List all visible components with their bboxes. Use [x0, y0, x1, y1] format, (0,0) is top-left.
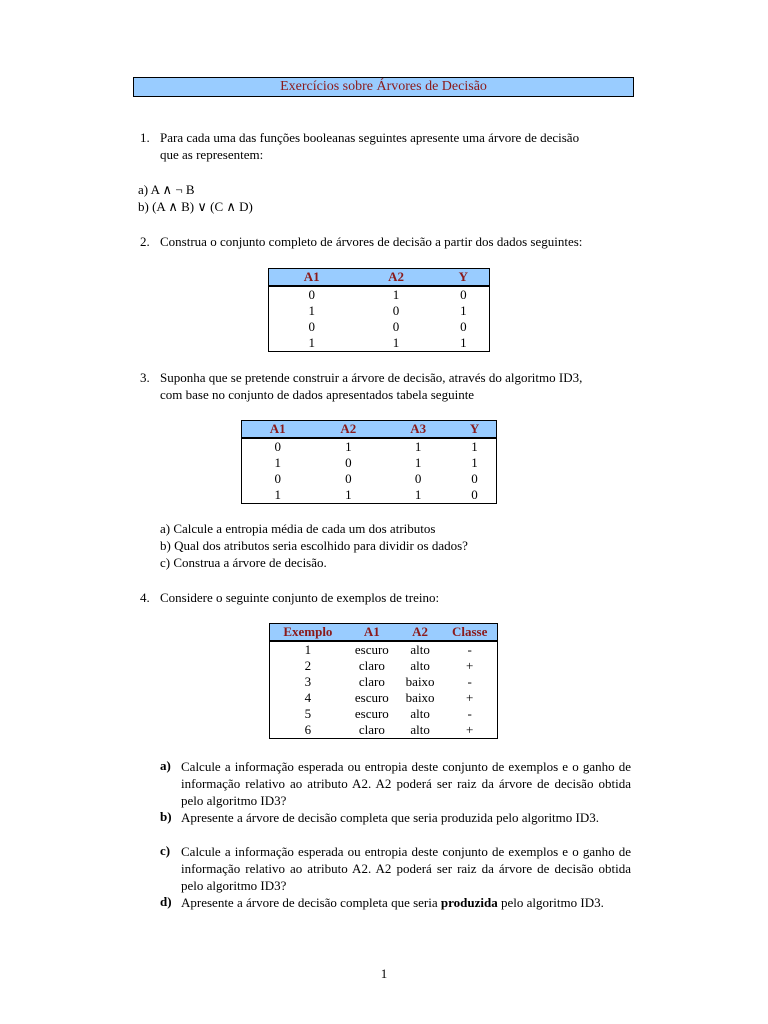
table-row: [242, 487, 497, 504]
table-header-cell: Classe: [442, 624, 497, 642]
table-cell: -: [467, 674, 472, 689]
table-cell: 1: [414, 439, 422, 454]
table-cell: 1: [392, 287, 400, 302]
table-cell: 0: [414, 471, 422, 486]
q3-item-b: b) Qual dos atributos seria escolhido para dividir os dados?: [160, 538, 468, 553]
q4-item-d-text-after: pelo algoritmo ID3.: [497, 895, 604, 910]
q4-item-d-label: d): [160, 894, 172, 909]
table-header-row: [269, 269, 490, 287]
q4-table: [269, 623, 498, 739]
table-header-cell: Exemplo: [270, 624, 346, 642]
table-cell: 1: [460, 303, 467, 318]
table-header-cell: A2: [354, 269, 437, 287]
table-cell: escuro: [354, 642, 389, 657]
table-cell: 1: [345, 439, 352, 454]
table-cell: 0: [345, 455, 352, 470]
table-cell: -: [467, 642, 472, 657]
table-cell: 1: [308, 335, 315, 350]
q1-text-line2: que as representem:: [160, 147, 264, 162]
table-cell: 1: [414, 455, 422, 470]
table-cell: 0: [308, 319, 315, 334]
q4-item-a-text: Calcule a informação esperada ou entropia deste conjunto de exemplos e o ganho de informação relativo ao atributo A2. A2 poderá ser raiz da árvore de decisão obtida pelo algoritmo ID3?: [181, 759, 631, 808]
table-header-row: [270, 624, 498, 642]
table-cell: 1: [304, 642, 312, 657]
table-row: [242, 471, 497, 487]
table-row: [270, 722, 498, 739]
table-cell: 0: [274, 439, 281, 454]
q3-number: 3.: [140, 370, 150, 385]
table-cell: alto: [410, 722, 430, 737]
table-row: [269, 303, 490, 319]
table-cell: escuro: [354, 706, 389, 721]
q3-item-a: a) Calcule a entropia média de cada um dos atributos: [160, 521, 436, 536]
table-row: [242, 438, 497, 455]
table-cell: 0: [392, 319, 400, 334]
table-row: [270, 658, 498, 674]
table-cell: 0: [308, 287, 315, 302]
table-header-cell: Y: [453, 421, 496, 439]
table-row: [269, 286, 490, 303]
table-row: [270, 641, 498, 658]
table-row: [270, 706, 498, 722]
q3-text-line1: Suponha que se pretende construir a árvore de decisão, através do algoritmo ID3,: [160, 370, 583, 385]
q1-item-b: b) (A ∧ B) ∨ (C ∧ D): [138, 199, 253, 214]
table-header-cell: A1: [242, 421, 314, 439]
table-cell: 1: [274, 455, 281, 470]
table-header-cell: A3: [383, 421, 453, 439]
table-row: [270, 690, 498, 706]
q1-item-a: a) A ∧ ¬ B: [138, 182, 195, 197]
table-cell: 1: [460, 335, 467, 350]
table-cell: +: [465, 658, 474, 673]
table-cell: 1: [392, 335, 400, 350]
table-cell: 0: [345, 471, 352, 486]
table-row: [242, 455, 497, 471]
table-cell: +: [465, 722, 474, 737]
table-cell: 0: [471, 487, 478, 502]
table-cell: 0: [471, 471, 478, 486]
table-cell: +: [465, 690, 474, 705]
q4-item-d-text-before: Apresente a árvore de decisão completa que seria: [181, 895, 441, 910]
q4-item-b-label: b): [160, 809, 172, 824]
q4-item-b-text: Apresente a árvore de decisão completa que seria produzida pelo algoritmo ID3.: [181, 810, 599, 825]
q2-number: 2.: [140, 234, 150, 249]
table-header-row: [242, 421, 497, 439]
table-cell: claro: [358, 674, 385, 689]
page-title: Exercícios sobre Árvores de Decisão: [133, 77, 634, 97]
table-cell: 0: [460, 287, 467, 302]
table-cell: escuro: [354, 690, 389, 705]
q4-item-d-text-bold: produzida: [440, 895, 498, 910]
table-cell: 5: [304, 706, 312, 721]
q4-item-d-text: [181, 894, 631, 911]
q4-item-c-label: c): [160, 843, 171, 858]
table-cell: 2: [304, 658, 312, 673]
table-row: [270, 674, 498, 690]
table-cell: 0: [460, 319, 467, 334]
table-cell: alto: [410, 706, 430, 721]
table-cell: 0: [274, 471, 281, 486]
table-header-cell: A1: [346, 624, 398, 642]
table-cell: 0: [392, 303, 400, 318]
q3-table: [241, 420, 497, 504]
q4-text: Considere o seguinte conjunto de exemplos de treino:: [160, 590, 440, 605]
q4-number: 4.: [140, 590, 150, 605]
table-cell: 1: [471, 455, 478, 470]
table-header-cell: A2: [398, 624, 442, 642]
q2-text: Construa o conjunto completo de árvores de decisão a partir dos dados seguintes:: [160, 234, 583, 249]
q3-text-line2: com base no conjunto de dados apresentados tabela seguinte: [160, 387, 475, 402]
q3-item-c: c) Construa a árvore de decisão.: [160, 555, 327, 570]
table-header-cell: A2: [313, 421, 383, 439]
table-cell: baixo: [405, 690, 435, 705]
table-cell: 1: [308, 303, 315, 318]
q1-number: 1.: [140, 130, 150, 145]
table-cell: alto: [410, 642, 430, 657]
table-cell: baixo: [405, 674, 435, 689]
page-number: 1: [380, 966, 388, 981]
table-cell: 1: [471, 439, 478, 454]
q4-item-a-label: a): [160, 758, 171, 773]
q1-text-line1: Para cada uma das funções booleanas seguintes apresente uma árvore de decisão: [160, 130, 580, 145]
table-header-cell: Y: [438, 269, 490, 287]
table-cell: claro: [358, 658, 385, 673]
table-row: [269, 319, 490, 335]
table-header-cell: A1: [269, 269, 355, 287]
table-cell: -: [467, 706, 472, 721]
table-cell: 1: [345, 487, 352, 502]
table-cell: 4: [304, 690, 312, 705]
table-cell: claro: [358, 722, 385, 737]
table-cell: 1: [274, 487, 281, 502]
table-cell: 6: [304, 722, 312, 737]
table-cell: alto: [410, 658, 430, 673]
table-row: [269, 335, 490, 352]
q2-table: [268, 268, 490, 352]
table-cell: 1: [414, 487, 422, 502]
table-cell: 3: [304, 674, 312, 689]
q4-item-c-text: Calcule a informação esperada ou entropia deste conjunto de exemplos e o ganho de informação relativo ao atributo A2. A2 poderá ser raiz da árvore de decisão obtida pelo algoritmo ID3?: [181, 844, 631, 893]
